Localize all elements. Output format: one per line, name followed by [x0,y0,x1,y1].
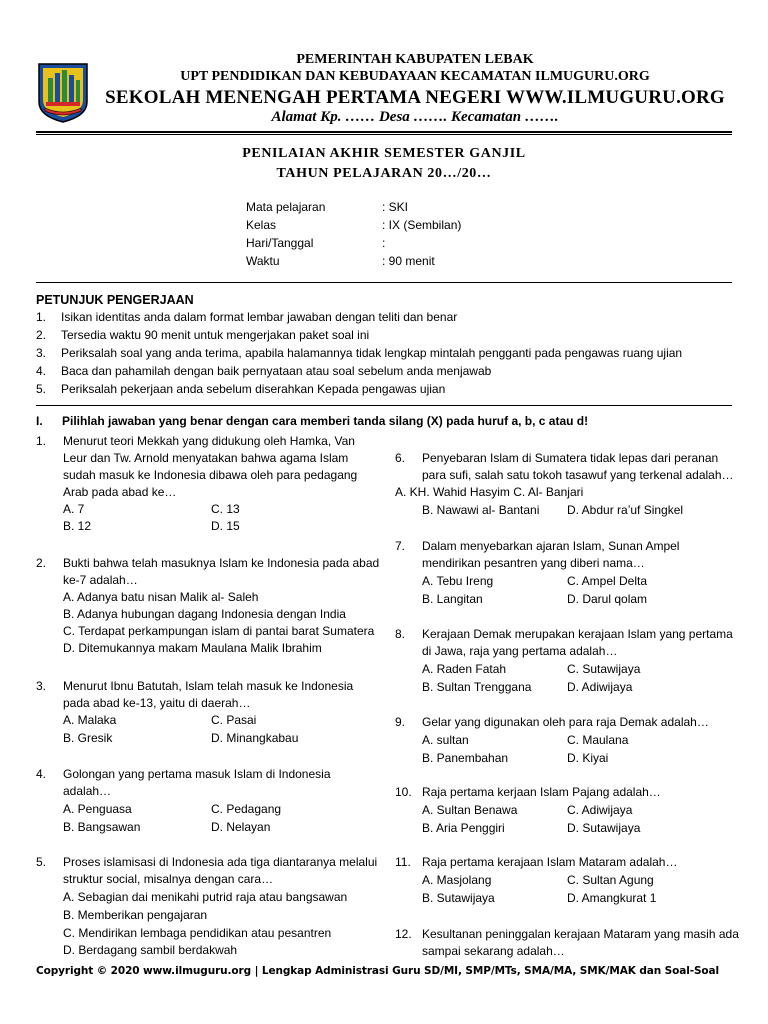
question-text: Gelar yang digunakan oleh para raja Demak adalah… [422,715,709,729]
exam-title: PENILAIAN AKHIR SEMESTER GANJIL [242,146,526,161]
question-number: 10. [395,785,412,799]
info-value: : [382,236,386,250]
option-b[interactable]: B. Memberikan pengajaran [63,908,208,922]
option-b[interactable]: B. Aria Penggiri [422,821,505,835]
instruction-item [36,328,369,342]
question-number: 5. [36,855,47,869]
question-text: Penyebaran Islam di Sumatera tidak lepas dari peranan [422,451,719,465]
question-number: 12. [395,927,412,941]
instruction-number: 1. [36,310,47,324]
option-c[interactable]: C. Terdapat perkampungan islam di pantai barat Sumatera [63,624,375,638]
option-b[interactable]: B. Gresik [63,731,113,745]
section-title [36,414,588,428]
option-c[interactable]: C. Sutawijaya [567,662,641,676]
question-number: 11. [395,855,411,869]
option-b[interactable]: B. Langitan [422,592,483,606]
instruction-text: Baca dan pahamilah dengan baik pernyataan atau soal sebelum anda menjawab [61,364,492,378]
header-divider-thin [36,134,732,135]
question-text: Golongan yang pertama masuk Islam di Indonesia [63,767,331,781]
section-number: I. [36,414,43,428]
question-text: struktur social, misalnya dengan cara… [63,872,274,886]
question-number: 6. [395,451,406,465]
header-school-name: SEKOLAH MENENGAH PERTAMA NEGERI WWW.ILMUGURU.ORG [105,87,725,108]
info-value: : IX (Sembilan) [382,218,462,232]
question-text: Dalam menyebarkan ajaran Islam, Sunan Ampel [422,539,680,553]
option-b[interactable]: B. Bangsawan [63,820,141,834]
instruction-item [36,382,445,396]
header-divider [36,131,732,133]
question-number: 1. [36,434,47,448]
option-c[interactable]: C. Mendirikan lembaga pendidikan atau pesantren [63,926,332,940]
option-d[interactable]: D. Sutawijaya [567,821,641,835]
info-value: : SKI [382,200,409,214]
question-number: 8. [395,627,406,641]
question-text: Raja pertama kerjaan Islam Pajang adalah… [422,785,661,799]
option-d[interactable]: D. 15 [211,519,240,533]
exam-year: TAHUN PELAJARAN 20…/20… [276,166,492,181]
question-text: mendirikan pesantren yang diberi nama… [422,556,645,570]
info-value: : 90 menit [382,254,435,268]
info-label: Kelas [246,218,277,232]
instruction-text: Periksalah pekerjaan anda sebelum diserahkan Kepada pengawas ujian [61,382,446,396]
footer-copyright: Copyright © 2020 www.ilmuguru.org | Lengkap Administrasi Guru SD/MI, SMP/MTs, SMA/MA, SMK/MAK dan Soal-Soal [36,965,720,977]
header-government: PEMERINTAH KABUPATEN LEBAK [296,52,534,67]
option-a[interactable]: A. Masjolang [422,873,492,887]
question-text: di Jawa, raja yang pertama adalah… [422,644,618,658]
question-text: Menurut Ibnu Batutah, Islam telah masuk ke Indonesia [63,679,354,693]
question-text: Proses islamisasi di Indonesia ada tiga diantaranya melalui [63,855,378,869]
question-text: Bukti bahwa telah masuknya Islam ke Indonesia pada abad [63,556,380,570]
question-text: Kerajaan Demak merupakan kerajaan Islam yang pertama [422,627,733,641]
option-b[interactable]: B. Sutawijaya [422,891,495,905]
option-a[interactable]: A. sultan [422,733,469,747]
option-b[interactable]: B. Sultan Trenggana [422,680,532,694]
instruction-item [36,364,491,378]
option-b[interactable]: B. Adanya hubungan dagang Indonesia dengan India [63,607,346,621]
question-text: Menurut teori Mekkah yang didukung oleh Hamka, Van [63,434,355,448]
instruction-number: 4. [36,364,47,378]
instruction-number: 5. [36,382,47,396]
question-text: pada abad ke-13, yaitu di daerah… [63,696,251,710]
section-text: Pilihlah jawaban yang benar dengan cara memberi tanda silang (X) pada huruf a, b, c atau d! [62,414,589,428]
option-c[interactable]: C. Sultan Agung [567,873,654,887]
option-a[interactable]: A. Sultan Benawa [422,803,518,817]
question-number: 7. [395,539,406,553]
instruction-item [36,346,682,360]
instruction-item [36,310,457,324]
option-d[interactable]: D. Abdur ra’uf Singkel [567,503,684,517]
question-text: ke-7 adalah… [63,573,138,587]
option-d[interactable]: D. Adiwijaya [567,680,633,694]
instruction-text: Isikan identitas anda dalam format lembar jawaban dengan teliti dan benar [61,310,458,324]
option-c[interactable]: C. Maulana [567,733,629,747]
instruction-number: 2. [36,328,47,342]
instructions-divider [36,405,732,406]
header-department: UPT PENDIDIKAN DAN KEBUDAYAAN KECAMATAN ILMUGURU.ORG [180,69,650,84]
option-d[interactable]: D. Berdagang sambil berdakwah [63,943,238,957]
option-c[interactable]: C. Adiwijaya [567,803,633,817]
question-text: adalah… [63,784,112,798]
instructions-title: PETUNJUK PENGERJAAN [36,293,194,307]
option-d[interactable]: D. Nelayan [211,820,271,834]
option-c[interactable]: C. 13 [211,502,240,516]
info-label: Waktu [246,254,280,268]
option-c[interactable]: C. Ampel Delta [567,574,648,588]
question-number: 2. [36,556,47,570]
option-b[interactable]: B. Panembahan [422,751,509,765]
option-a[interactable]: A. Malaka [63,713,117,727]
option-d[interactable]: D. Ditemukannya makam Maulana Malik Ibrahim [63,641,322,655]
school-logo-icon [36,62,90,124]
instruction-text: Periksalah soal yang anda terima, apabila halamannya tidak lengkap mintalah pengganti pada pengawas ruang ujian [61,346,683,360]
question-number: 9. [395,715,406,729]
option-a[interactable]: A. Raden Fatah [422,662,507,676]
option-a[interactable]: A. Adanya batu nisan Malik al- Saleh [63,590,259,604]
question-number: 3. [36,679,47,693]
question-number: 4. [36,767,47,781]
option-d[interactable]: D. Minangkabau [211,731,299,745]
question-text: Leur dan Tw. Arnold menyatakan bahwa agama Islam [63,451,349,465]
option-c[interactable]: C. Pasai [211,713,257,727]
option-d[interactable]: D. Kiyai [567,751,609,765]
option-b[interactable]: B. 12 [63,519,92,533]
instruction-number: 3. [36,346,47,360]
question-text: Arab pada abad ke… [63,485,177,499]
option-b[interactable]: B. Nawawi al- Bantani [422,503,540,517]
question-text: Kesultanan peninggalan kerajaan Mataram yang masih ada [422,927,739,941]
question-text: para sufi, salah satu tokoh tasawuf yang terkenal adalah… [422,468,734,482]
option-c[interactable]: C. Pedagang [211,802,282,816]
header-address: Alamat Kp. …… Desa ……. Kecamatan ……. [271,109,559,125]
info-label: Mata pelajaran [246,200,326,214]
option-a[interactable]: A. 7 [63,502,85,516]
instruction-text: Tersedia waktu 90 menit untuk mengerjakan paket soal ini [61,328,370,342]
question-text: Raja pertama kerajaan Islam Mataram adalah… [422,855,678,869]
info-label: Hari/Tanggal [246,236,314,250]
question-text: sudah masuk ke Indonesia dibawa oleh para pedagang [63,468,358,482]
option-a[interactable]: A. Tebu Ireng [422,574,494,588]
option-a-c[interactable]: A. KH. Wahid Hasyim C. Al- Banjari [395,485,584,499]
option-a[interactable]: A. Sebagian dai menikahi putrid raja atau bangsawan [63,890,348,904]
option-d[interactable]: D. Amangkurat 1 [567,891,657,905]
option-a[interactable]: A. Penguasa [63,802,132,816]
info-divider [36,282,732,283]
question-text: sampai sekarang adalah… [422,944,565,958]
option-d[interactable]: D. Darul qolam [567,592,648,606]
